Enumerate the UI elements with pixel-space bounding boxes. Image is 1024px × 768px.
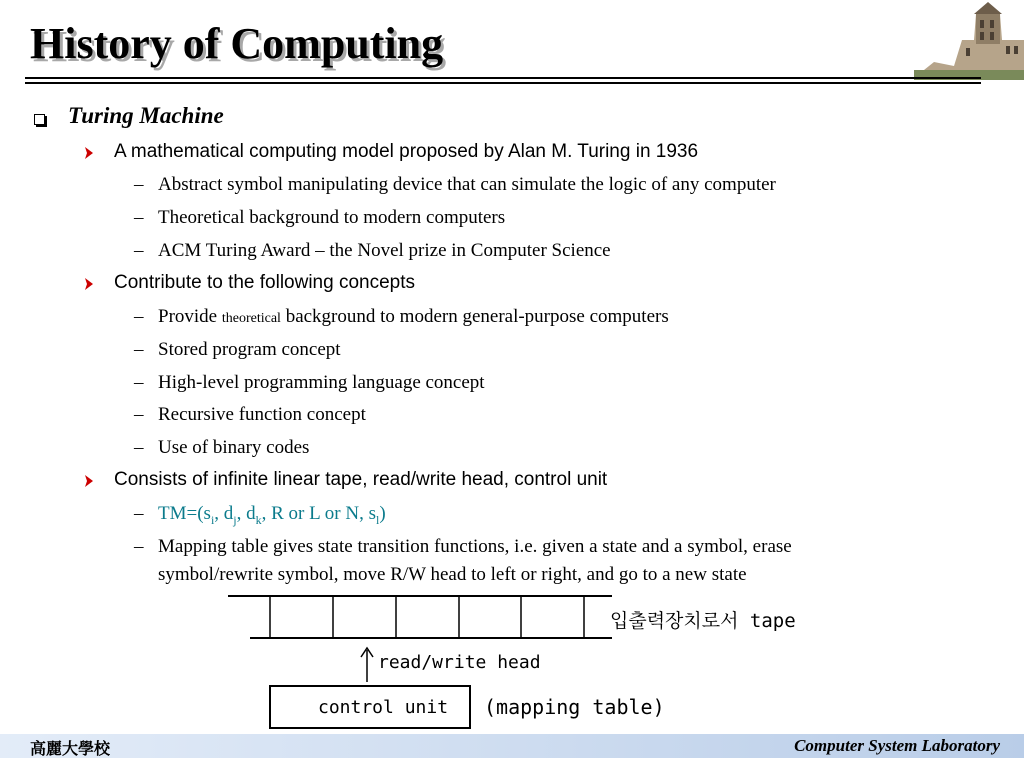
section2-item: Stored program concept: [158, 339, 341, 360]
tm-formula: [158, 503, 386, 525]
tm-sub-k: k: [255, 512, 262, 527]
dash-bullet-icon: –: [134, 503, 144, 524]
dash-bullet-icon: –: [134, 306, 144, 327]
dash-bullet-icon: –: [134, 372, 144, 393]
university-name: 高麗大學校: [30, 739, 111, 758]
square-bullet-icon: [34, 114, 45, 125]
dash-bullet-icon: –: [134, 437, 144, 458]
control-unit-label: control unit: [318, 697, 449, 718]
section1-item: Abstract symbol manipulating device that can simulate the logic of any computer: [158, 174, 776, 195]
section1-item: ACM Turing Award – the Novel prize in Computer Science: [158, 240, 611, 261]
mapping-table-label: (mapping table): [484, 695, 665, 719]
section2-item: Recursive function concept: [158, 404, 366, 425]
dash-bullet-icon: –: [134, 240, 144, 261]
dash-bullet-icon: –: [134, 339, 144, 360]
arrow-bullet-icon: [84, 277, 94, 291]
university-building-logo: [914, 0, 1024, 80]
theoretical-text: theoretical: [221, 311, 281, 326]
section2-item: Use of binary codes: [158, 437, 310, 458]
section1-item: Theoretical background to modern computers: [158, 207, 506, 228]
head-label: read/write head: [378, 652, 541, 673]
tape-label: 입출력장치로서 tape: [610, 610, 796, 632]
tm-sub-l: l: [375, 512, 380, 527]
section2-heading: Contribute to the following concepts: [114, 272, 416, 293]
tm-sep3: , R or L or N, s: [261, 503, 376, 524]
tm-sub-i: i: [210, 512, 215, 527]
arrow-bullet-icon: [84, 146, 94, 160]
tm-sub-j: j: [233, 512, 237, 527]
main-bullet: Turing Machine: [68, 103, 224, 128]
tm-sep2: , d: [236, 503, 256, 524]
tm-suffix: ): [379, 503, 386, 524]
dash-bullet-icon: –: [134, 404, 144, 425]
dash-bullet-icon: –: [134, 174, 144, 195]
lab-name: Computer System Laboratory: [794, 736, 1000, 755]
tm-sep1: , d: [214, 503, 234, 524]
provide-text: Provide: [158, 306, 218, 327]
slide-title: History of Computing: [30, 19, 444, 68]
section1-heading: A mathematical computing model proposed by Alan M. Turing in 1936: [114, 141, 699, 162]
arrow-bullet-icon: [84, 474, 94, 488]
section2-item-provide: [158, 306, 669, 328]
provide-rest-text: background to modern general-purpose computers: [285, 306, 669, 327]
title-underline-top: [25, 77, 981, 79]
title-underline-bottom: [25, 82, 981, 84]
section2-item: High-level programming language concept: [158, 372, 485, 393]
tm-formula-prefix: TM=(s: [158, 503, 211, 524]
dash-bullet-icon: –: [134, 207, 144, 228]
mapping-line-1: Mapping table gives state transition functions, i.e. given a state and a symbol, erase: [158, 536, 792, 557]
dash-bullet-icon: –: [134, 536, 144, 557]
section3-heading: Consists of infinite linear tape, read/write head, control unit: [114, 469, 608, 490]
mapping-line-2: symbol/rewrite symbol, move R/W head to left or right, and go to a new state: [158, 564, 747, 585]
turing-machine-diagram: [0, 590, 1024, 734]
